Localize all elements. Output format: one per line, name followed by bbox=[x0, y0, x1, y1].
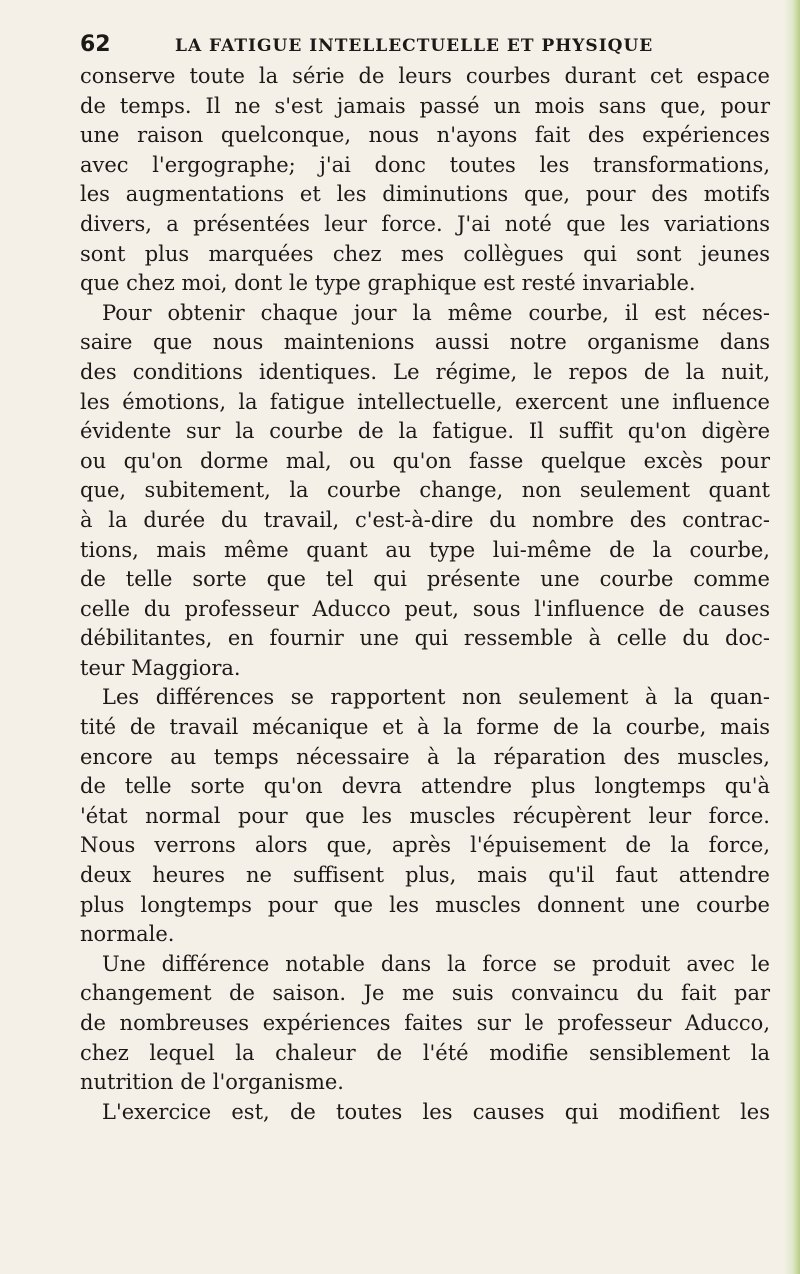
page-number: 62 bbox=[80, 32, 111, 57]
text-line: évidente sur la courbe de la fatigue. Il suffit qu'on digère bbox=[80, 419, 770, 444]
running-title: LA FATIGUE INTELLECTUELLE ET PHYSIQUE bbox=[175, 36, 654, 56]
text-line: teur Maggiora. bbox=[80, 655, 241, 680]
text-line: les émotions, la fatigue intellectuelle, exercent une influence bbox=[80, 389, 770, 414]
page-header bbox=[80, 24, 760, 64]
text-line: les augmentations et les diminutions que, pour des motifs bbox=[80, 182, 770, 207]
text-line: celle du professeur Aducco peut, sous l'influence de causes bbox=[80, 596, 770, 621]
text-line: plus longtemps pour que les muscles donnent une courbe bbox=[80, 892, 770, 917]
text-line: normale. bbox=[80, 922, 175, 947]
text-line: des conditions identiques. Le régime, le repos de la nuit, bbox=[80, 359, 770, 384]
text-line: encore au temps nécessaire à la réparation des muscles, bbox=[80, 744, 770, 769]
text-line: de temps. Il ne s'est jamais passé un mois sans que, pour bbox=[80, 93, 770, 118]
page-edge bbox=[784, 0, 800, 1274]
paragraph-start-line: Une différence notable dans la force se produit avec le bbox=[102, 951, 770, 976]
text-line: tité de travail mécanique et à la forme de la courbe, mais bbox=[80, 715, 770, 740]
text-line: tions, mais même quant au type lui-même de la courbe, bbox=[80, 537, 770, 562]
text-line: avec l'ergographe; j'ai donc toutes les transformations, bbox=[80, 152, 770, 177]
text-line: que chez moi, dont le type graphique est resté invariable. bbox=[80, 271, 696, 296]
text-line: ou qu'on dorme mal, ou qu'on fasse quelque excès pour bbox=[80, 448, 770, 473]
text-line: nutrition de l'organisme. bbox=[80, 1070, 344, 1095]
body-text bbox=[80, 62, 770, 1127]
text-line: de telle sorte qu'on devra attendre plus longtemps qu'à bbox=[80, 774, 770, 799]
paragraph-start-line: Les différences se rapportent non seulement à la quan- bbox=[102, 685, 770, 710]
text-line: conserve toute la série de leurs courbes durant cet espace bbox=[80, 64, 770, 88]
text-line: 'état normal pour que les muscles récupèrent leur force. bbox=[80, 803, 770, 828]
text-line: que, subitement, la courbe change, non seulement quant bbox=[80, 478, 770, 503]
text-line: changement de saison. Je me suis convaincu du fait par bbox=[80, 981, 770, 1006]
text-line: une raison quelconque, nous n'ayons fait des expériences bbox=[80, 123, 770, 148]
text-line: divers, a présentées leur force. J'ai noté que les variations bbox=[80, 211, 770, 236]
text-line: deux heures ne suffisent plus, mais qu'il faut attendre bbox=[80, 863, 770, 888]
text-line: à la durée du travail, c'est-à-dire du nombre des contrac- bbox=[80, 507, 770, 532]
paragraph-start-line: L'exercice est, de toutes les causes qui modifient les bbox=[102, 1099, 770, 1124]
text-line: sont plus marquées chez mes collègues qui sont jeunes bbox=[80, 241, 770, 266]
text-line: de telle sorte que tel qui présente une courbe comme bbox=[80, 567, 770, 592]
text-line: Nous verrons alors que, après l'épuisement de la force, bbox=[80, 833, 770, 858]
paragraph-start-line: Pour obtenir chaque jour la même courbe, il est néces- bbox=[102, 300, 770, 325]
text-line: de nombreuses expériences faites sur le professeur Aducco, bbox=[80, 1011, 770, 1035]
text-line: chez lequel la chaleur de l'été modifie sensiblement la bbox=[80, 1040, 770, 1065]
text-line: débilitantes, en fournir une qui ressemble à celle du doc- bbox=[80, 626, 770, 651]
text-line: saire que nous maintenions aussi notre organisme dans bbox=[80, 330, 770, 355]
